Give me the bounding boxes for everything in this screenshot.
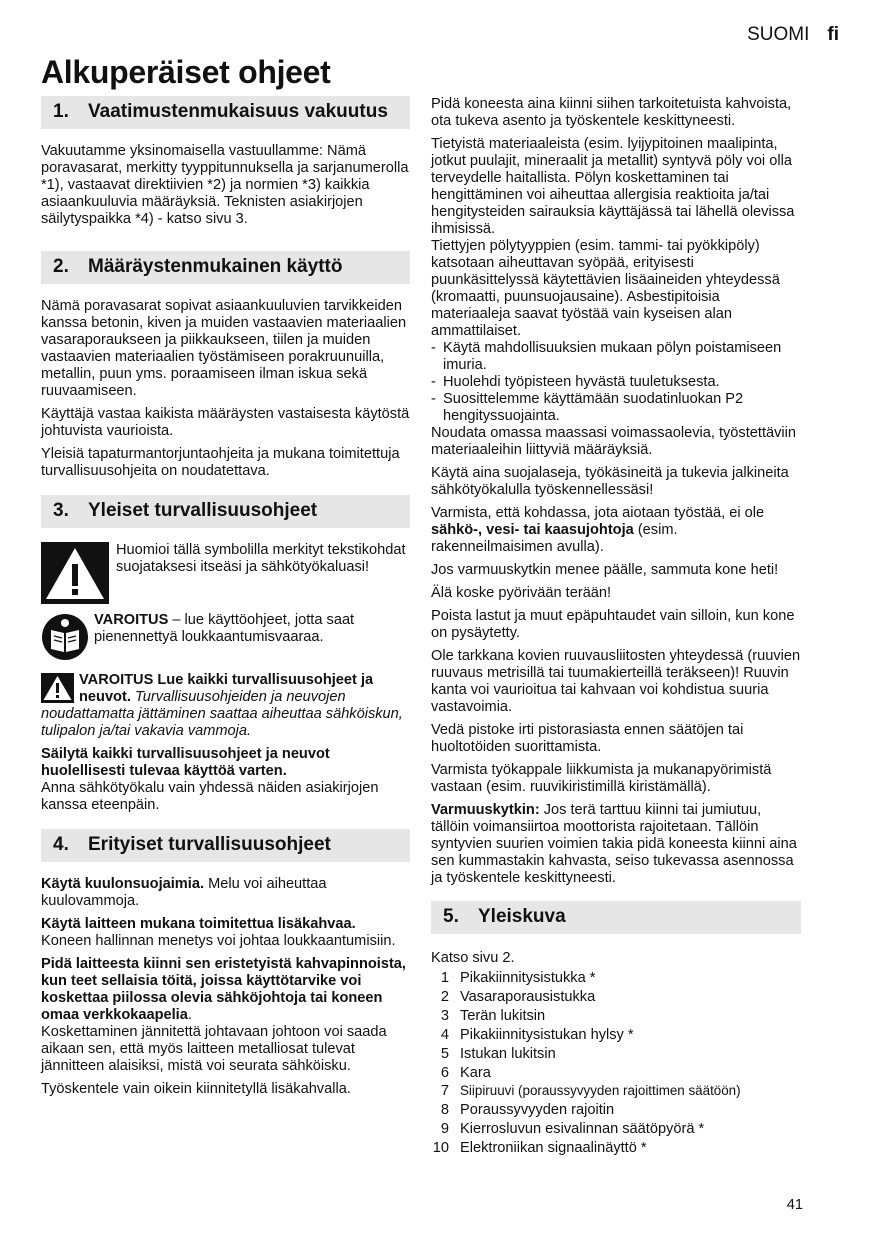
right-column <box>431 96 801 1158</box>
item-number: 7 <box>440 1083 449 1100</box>
item-text: Poraussyvyyden rajoitin <box>460 1102 615 1119</box>
warning-label: VAROITUS <box>94 612 169 628</box>
list-item <box>431 1045 801 1064</box>
item-text: Terän lukitsin <box>460 1007 546 1024</box>
read-manual-text <box>94 612 410 662</box>
list-item <box>431 391 801 425</box>
section-1-heading <box>41 96 410 129</box>
paragraph-text: Melu voi aiheuttaa kuulovammoja. <box>41 876 327 909</box>
item-text: Kara <box>460 1064 491 1081</box>
keep-instructions <box>41 746 410 814</box>
section-3-heading <box>41 495 410 528</box>
item-text: Pikakiinnitysistukka * <box>460 970 596 986</box>
keep-instructions-bold: Säilytä kaikki turvallisuusohjeet ja neuvot huolellisesti tulevaa käyttöä varten. <box>41 746 330 779</box>
paragraph-dot: . <box>187 1007 192 1023</box>
list-item <box>431 1026 801 1045</box>
list-item <box>431 1120 801 1139</box>
paragraph: Älä koske pyörivään terään! <box>431 585 612 601</box>
list-item <box>431 1082 801 1101</box>
section-title: Yleiset turvallisuusohjeet <box>88 500 318 521</box>
paragraph <box>41 876 410 910</box>
item-number: 9 <box>440 1121 449 1138</box>
section-title: Vaatimustenmukaisuus vakuutus <box>88 101 388 122</box>
section-number: 4. <box>53 834 69 855</box>
left-column <box>41 96 410 1104</box>
item-number: 4 <box>440 1026 449 1043</box>
section-number: 1. <box>53 101 69 122</box>
read-manual-icon <box>41 612 89 662</box>
paragraph: Pidä koneesta aina kiinni siihen tarkoitetuista kahvoista, ota tukeva asento ja työskentele keskittyneesti. <box>431 96 792 129</box>
list-dash: - <box>431 340 436 356</box>
list-dash: - <box>431 374 436 390</box>
general-warning <box>41 672 410 740</box>
item-text: Elektroniikan signaalinäyttö * <box>460 1140 647 1157</box>
bold-lead: Käytä kuulonsuojaimia. <box>41 876 205 892</box>
language-label: SUOMI <box>747 24 810 45</box>
item-text: Istukan lukitsin <box>460 1045 556 1062</box>
item-text: Siipiruuvi (poraussyvyyden rajoittimen säätöön) <box>460 1083 741 1099</box>
paragraph-text: (esim. rakenneilmaisimen avulla). <box>431 522 678 555</box>
paragraph-text: Koneen hallinnan menetys voi johtaa loukkaantumisiin. <box>41 933 396 949</box>
section-title: Erityiset turvallisuusohjeet <box>88 834 331 855</box>
warning-italic-text: Turvallisuusohjeiden ja neuvojen noudattamatta jättäminen saattaa aiheuttaa sähköiskun, tulipalon ja/tai vakavia vammoja. <box>41 689 403 739</box>
paragraph-text: Jos terä tarttuu kiinni tai jumiutuu, tällöin voimansiirtoa moottorista rajoitetaan. Tällöin syntyvien suurien voimien takia pidä koneesta kiinni aina sen kummastakin kahvasta, seiso tukevassa asennossa ja työskentele keskittyneesti. <box>431 802 797 886</box>
dash-list <box>431 340 801 425</box>
paragraph: Tiettyjen pölytyyppien (esim. tammi- tai pyökkipöly) katsotaan aiheuttavan syöpää, erityisesti puunkäsittelyssä käytettävien lisäaineiden yhteydessä (kromaatti, puunsuojausaine). Asbestipitoisia materiaaleja saavat työstää vain kyseisen alan ammattilaiset. <box>431 238 780 339</box>
warning-heading: VAROITUS Lue kaikki turvallisuusohjeet ja neuvot. <box>79 672 374 705</box>
list-item <box>431 1064 801 1083</box>
warning-symbol-block <box>41 542 410 604</box>
item-number: 10 <box>432 1140 449 1157</box>
paragraph <box>41 916 410 950</box>
paragraph <box>41 956 410 1075</box>
paragraph <box>431 802 801 887</box>
paragraph: Yleisiä tapaturmantorjuntaohjeita ja mukana toimitettuja turvallisuusohjeita on noudatettava. <box>41 446 400 479</box>
paragraph: Jos varmuuskytkin menee päälle, sammuta kone heti! <box>431 562 779 578</box>
list-item <box>431 1007 801 1026</box>
list-item <box>431 988 801 1007</box>
list-item <box>431 969 801 988</box>
warning-text: – lue käyttöohjeet, jotta saat pienennettyä loukkaantumisvaaraa. <box>94 612 355 645</box>
bold-lead: Käytä laitteen mukana toimitettua lisäkahvaa. <box>41 916 356 932</box>
section-number: 3. <box>53 500 69 521</box>
paragraph <box>431 505 801 556</box>
small-warning-triangle-icon <box>41 673 74 703</box>
list-item <box>431 1101 801 1120</box>
item-number: 3 <box>440 1007 449 1024</box>
overview-intro: Katso sivu 2. <box>431 950 515 966</box>
page-number: 41 <box>786 1197 803 1213</box>
page-title: Alkuperäiset ohjeet <box>41 54 331 90</box>
item-number: 8 <box>440 1102 449 1119</box>
bold-lead: Varmuuskytkin: <box>431 802 540 818</box>
section-5-heading <box>431 901 801 934</box>
section-4-heading <box>41 829 410 862</box>
paragraph: Työskentele vain oikein kiinnitetyllä lisäkahvalla. <box>41 1081 351 1097</box>
warning-triangle-icon <box>41 542 109 604</box>
bold-text: sähkö-, vesi- tai kaasujohtoja <box>431 522 634 538</box>
section-number: 2. <box>53 256 69 277</box>
paragraph-text: Varmista, että kohdassa, jota aiotaan työstää, ei ole <box>431 505 765 521</box>
component-list <box>431 969 801 1158</box>
item-number: 1 <box>440 970 449 986</box>
symbol-note: Huomioi tällä symbolilla merkityt tekstikohdat suojataksesi itseäsi ja sähkötyökaluasi! <box>116 542 406 575</box>
item-text: Kierrosluvun esivalinnan säätöpyörä * <box>460 1121 705 1138</box>
page-header <box>747 24 839 46</box>
list-item-text: Suosittelemme käyttämään suodatinluokan P2 hengityssuojainta. <box>443 391 744 424</box>
list-dash: - <box>431 391 436 407</box>
paragraph: Vakuutamme yksinomaisella vastuullamme: Nämä poravasarat, merkitty tyyppitunnuksella ja sarjanumerolla *1), vastaavat direktiivien *2) ja normien *3) kaikkia asiaankuuluvia määräyksiä. Teknisten asiakirjojen säilytyspaikka *4) - katso sivu 3. <box>41 143 409 227</box>
read-manual-block <box>41 612 410 662</box>
list-item <box>431 340 801 374</box>
keep-instructions-text: Anna sähkötyökalu vain yhdessä näiden asiakirjojen kanssa eteenpäin. <box>41 780 379 813</box>
paragraph-text: Koskettaminen jännitettä johtavaan johtoon voi saada aikaan sen, että myös laitteen metalliosat tulevat jännitteen alaisiksi, mistä voi seurata sähköisku. <box>41 1024 387 1074</box>
paragraph: Käytä aina suojalaseja, työkäsineitä ja tukevia jalkineita sähkötyökalulla työskennellessäsi! <box>431 465 789 498</box>
section-title: Yleiskuva <box>478 906 566 927</box>
language-code: fi <box>827 24 839 45</box>
list-item <box>431 374 801 391</box>
section-number: 5. <box>443 906 459 927</box>
paragraph: Vedä pistoke irti pistorasiasta ennen säätöjen tai huoltotöiden suorittamista. <box>431 722 744 755</box>
paragraph: Käyttäjä vastaa kaikista määräysten vastaisesta käytöstä johtuvista vaurioista. <box>41 406 410 439</box>
item-number: 5 <box>440 1045 449 1062</box>
paragraph: Poista lastut ja muut epäpuhtaudet vain silloin, kun kone on pysäytetty. <box>431 608 795 641</box>
item-number: 6 <box>440 1064 449 1081</box>
paragraph: Tietyistä materiaaleista (esim. lyijypitoinen maalipinta, jotkut puulajit, mineraalit ja metallit) syntyvä pöly voi olla terveydelle haitallista. Pölyn koskettaminen tai hengittäminen voi aiheuttaa allergisia reaktioita ja/tai hengitysteiden sairauksia käyttäjässä tai lähellä olevissa ihmisissä. <box>431 136 795 237</box>
paragraph: Nämä poravasarat sopivat asiaankuuluvien tarvikkeiden kanssa betonin, kiven ja muiden vastaavien materiaalien vasaraporaukseen ja piikkaukseen, tiilen ja muiden vastaavien materiaalien työstämiseen porakruunuilla, metallin, puun yms. poraamiseen ilman iskua sekä ruuvaamiseen. <box>41 298 407 399</box>
list-item-text: Huolehdi työpisteen hyvästä tuuletuksesta. <box>443 374 720 390</box>
section-title: Määräystenmukainen käyttö <box>88 256 343 277</box>
list-item-text: Käytä mahdollisuuksien mukaan pölyn poistamiseen imuria. <box>443 340 782 373</box>
item-number: 2 <box>440 988 449 1005</box>
paragraph: Varmista työkappale liikkumista ja mukanapyörimistä vastaan (esim. ruuvikiristimillä kiristämällä). <box>431 762 772 795</box>
item-text: Pikakiinnitysistukan hylsy * <box>460 1026 634 1043</box>
list-item <box>431 1139 801 1158</box>
paragraph: Noudata omassa maassasi voimassaolevia, työstettäviin materiaaleihin liittyviä määräyksiä. <box>431 425 797 458</box>
item-text: Vasaraporausistukka <box>460 988 596 1005</box>
bold-lead: Pidä laitteesta kiinni sen eristetyistä kahvapinnoista, kun teet sellaisia töitä, joissa käyttötarvike voi koskettaa piilossa olevia sähköjohtoja tai koneen omaa verkkokaapelia <box>41 956 406 1023</box>
section-2-heading <box>41 251 410 284</box>
paragraph: Ole tarkkana kovien ruuvausliitosten yhteydessä (ruuvien ruuvaus metrisillä tai tuumakierteillä teräkseen)! Ruuvin kanta voi vaurioitua tai kahvaan voi kohdistua suuria vastavoimia. <box>431 648 801 715</box>
